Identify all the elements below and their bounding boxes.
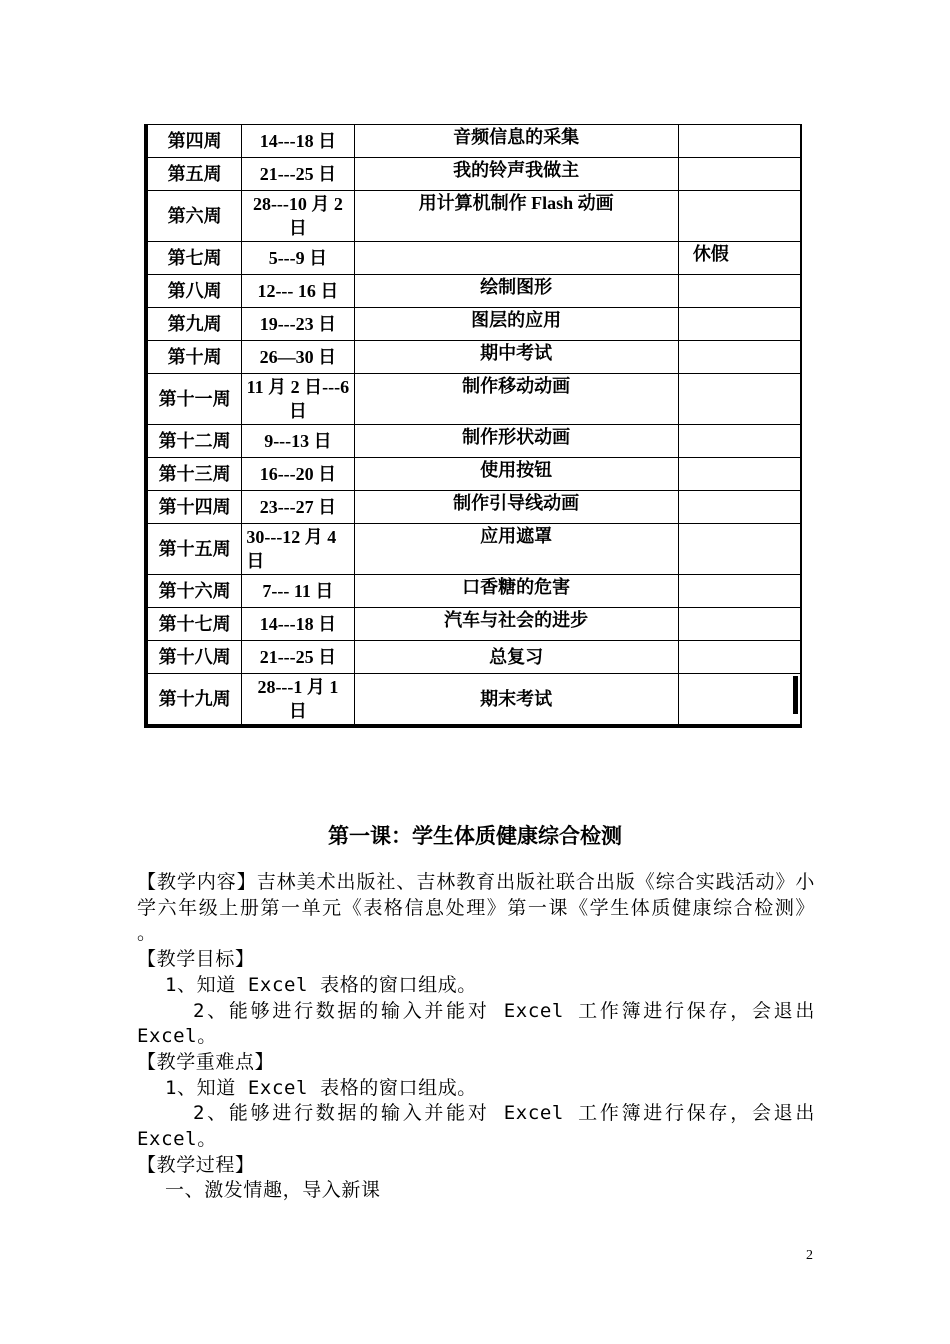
process-heading: 【教学过程】 xyxy=(137,1153,255,1176)
content-text: 吉林美术出版社、吉林教育出版社联合出版《综合实践活动》小学六年级上册第一单元《表格信息处理》第一课《学生体质健康综合检测》 。 xyxy=(137,871,815,945)
date-cell: 28---1 月 1 日 xyxy=(242,674,354,727)
week-cell: 第八周 xyxy=(146,275,242,308)
content-heading: 【教学内容】 xyxy=(137,871,257,893)
table-row xyxy=(146,374,801,425)
table-row xyxy=(146,641,801,674)
table-row xyxy=(146,125,801,158)
week-cell: 第六周 xyxy=(146,191,242,242)
week-cell: 第九周 xyxy=(146,308,242,341)
week-cell: 第七周 xyxy=(146,242,242,275)
note-cell: 休假 xyxy=(678,242,801,275)
note-cell xyxy=(678,491,801,524)
date-cell: 12--- 16 日 xyxy=(242,275,354,308)
week-cell: 第十七周 xyxy=(146,608,242,641)
week-cell: 第十八周 xyxy=(146,641,242,674)
topic-cell: 制作引导线动画 xyxy=(354,491,678,524)
date-cell: 21---25 日 xyxy=(242,641,354,674)
note-cell xyxy=(678,608,801,641)
note-cell xyxy=(678,125,801,158)
note-cell xyxy=(678,275,801,308)
note-cell xyxy=(678,308,801,341)
topic-cell: 用计算机制作 Flash 动画 xyxy=(354,191,678,242)
topic-cell: 总复习 xyxy=(354,641,678,674)
border-mark xyxy=(793,676,798,714)
week-cell: 第五周 xyxy=(146,158,242,191)
key-point-item: 1、知道 Excel 表格的窗口组成。 xyxy=(165,1076,477,1099)
date-cell: 11 月 2 日---6 日 xyxy=(242,374,354,425)
week-cell: 第十一周 xyxy=(146,374,242,425)
table-row xyxy=(146,242,801,275)
topic-cell: 我的铃声我做主 xyxy=(354,158,678,191)
table-row xyxy=(146,191,801,242)
topic-cell: 音频信息的采集 xyxy=(354,125,678,158)
topic-cell: 图层的应用 xyxy=(354,308,678,341)
note-cell xyxy=(678,674,801,727)
table-row xyxy=(146,158,801,191)
week-cell: 第十六周 xyxy=(146,575,242,608)
note-cell xyxy=(678,641,801,674)
note-cell xyxy=(678,524,801,575)
page-number: 2 xyxy=(806,1248,813,1263)
note-cell xyxy=(678,458,801,491)
topic-cell: 使用按钮 xyxy=(354,458,678,491)
table-row xyxy=(146,575,801,608)
note-cell xyxy=(678,425,801,458)
content-paragraph xyxy=(137,870,815,947)
table-row xyxy=(146,308,801,341)
date-cell: 14---18 日 xyxy=(242,125,354,158)
date-cell: 28---10 月 2 日 xyxy=(242,191,354,242)
week-cell: 第四周 xyxy=(146,125,242,158)
topic-cell: 制作移动动画 xyxy=(354,374,678,425)
topic-cell: 汽车与社会的进步 xyxy=(354,608,678,641)
week-cell: 第十周 xyxy=(146,341,242,374)
goal-item: 2、能够进行数据的输入并能对 Excel 工作簿进行保存，会退出 Excel。 xyxy=(137,999,815,1048)
table-row xyxy=(146,275,801,308)
table-row xyxy=(146,458,801,491)
note-cell xyxy=(678,341,801,374)
key-points-heading: 【教学重难点】 xyxy=(137,1050,275,1073)
date-cell: 30---12 月 4 日 xyxy=(242,524,354,575)
schedule-table xyxy=(144,124,802,728)
date-cell: 7--- 11 日 xyxy=(242,575,354,608)
week-cell: 第十四周 xyxy=(146,491,242,524)
note-cell xyxy=(678,158,801,191)
week-cell: 第十三周 xyxy=(146,458,242,491)
topic-cell xyxy=(354,242,678,275)
table-row xyxy=(146,491,801,524)
key-point-item: 2、能够进行数据的输入并能对 Excel 工作簿进行保存，会退出 Excel。 xyxy=(137,1102,815,1151)
table-row xyxy=(146,524,801,575)
goals-heading: 【教学目标】 xyxy=(137,948,255,971)
topic-cell: 口香糖的危害 xyxy=(354,575,678,608)
note-cell xyxy=(678,374,801,425)
goal-item: 1、知道 Excel 表格的窗口组成。 xyxy=(165,973,477,996)
date-cell: 14---18 日 xyxy=(242,608,354,641)
topic-cell: 绘制图形 xyxy=(354,275,678,308)
lesson-title: 第一课：学生体质健康综合检测 xyxy=(328,824,622,848)
date-cell: 26—30 日 xyxy=(242,341,354,374)
date-cell: 9---13 日 xyxy=(242,425,354,458)
date-cell: 23---27 日 xyxy=(242,491,354,524)
table-row xyxy=(146,608,801,641)
table-row xyxy=(146,425,801,458)
note-cell xyxy=(678,575,801,608)
week-cell: 第十九周 xyxy=(146,674,242,727)
lesson-body xyxy=(137,870,815,1204)
date-cell: 21---25 日 xyxy=(242,158,354,191)
topic-cell: 应用遮罩 xyxy=(354,524,678,575)
week-cell: 第十二周 xyxy=(146,425,242,458)
topic-cell: 制作形状动画 xyxy=(354,425,678,458)
topic-cell: 期中考试 xyxy=(354,341,678,374)
date-cell: 19---23 日 xyxy=(242,308,354,341)
topic-cell: 期末考试 xyxy=(354,674,678,727)
table-row xyxy=(146,674,801,727)
date-cell: 16---20 日 xyxy=(242,458,354,491)
date-cell: 5---9 日 xyxy=(242,242,354,275)
note-cell xyxy=(678,191,801,242)
table-row xyxy=(146,341,801,374)
week-cell: 第十五周 xyxy=(146,524,242,575)
process-step: 一、激发情趣，导入新课 xyxy=(165,1179,381,1202)
schedule-table-wrapper xyxy=(144,124,806,728)
